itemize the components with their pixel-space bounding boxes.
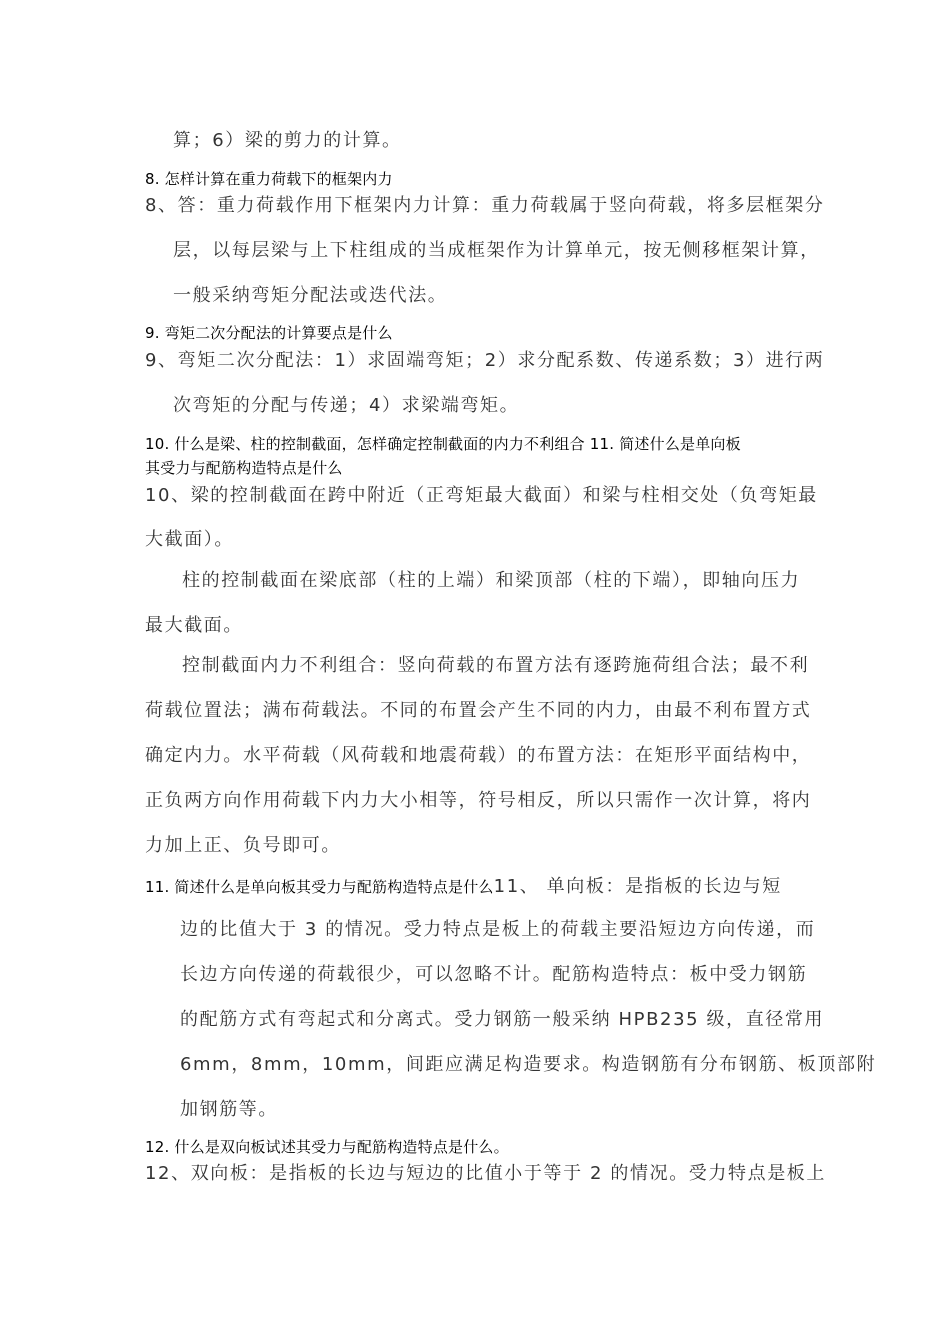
answer-line: 算；6）梁的剪力的计算。 — [173, 130, 402, 151]
answer-line: 12、双向板：是指板的长边与短边的比值小于等于 2 的情况。受力特点是板上 — [145, 1163, 826, 1184]
answer-line: 8、答：重力荷载作用下框架内力计算：重力荷载属于竖向荷载，将多层框架分 — [145, 195, 825, 216]
answer-line: 柱的控制截面在梁底部（柱的上端）和梁顶部（柱的下端），即轴向压力 — [182, 570, 801, 591]
answer-line: 长边方向传递的荷载很少，可以忽略不计。配筋构造特点：板中受力钢筋 — [180, 964, 808, 985]
answer-line: 确定内力。水平荷载（风荷载和地震荷载）的布置方法：在矩形平面结构中， — [145, 745, 812, 766]
answer-line: 的配筋方式有弯起式和分离式。受力钢筋一般采纳 HPB235 级，直径常用 — [180, 1009, 825, 1030]
answer-line: 10、梁的控制截面在跨中附近（正弯矩最大截面）和梁与柱相交处（负弯矩最 — [145, 485, 818, 506]
question-heading: 12. 什么是双向板试述其受力与配筋构造特点是什么。 — [145, 1138, 509, 1156]
answer-line: 9、弯矩二次分配法：1）求固端弯矩；2）求分配系数、传递系数；3）进行两 — [145, 350, 825, 371]
answer-line: 力加上正、负号即可。 — [145, 835, 341, 856]
question-heading: 8. 怎样计算在重力荷载下的框架内力 — [145, 170, 393, 188]
question-heading: 其受力与配筋构造特点是什么 — [145, 459, 343, 477]
answer-line: 荷载位置法；满布荷载法。不同的布置会产生不同的内力，由最不利布置方式 — [145, 700, 812, 721]
answer-line: 大截面）。 — [145, 529, 234, 550]
answer-line: 最大截面。 — [145, 615, 243, 636]
answer-line: 一般采纳弯矩分配法或迭代法。 — [173, 285, 448, 306]
answer-line: 边的比值大于 3 的情况。受力特点是板上的荷载主要沿短边方向传递，而 — [180, 919, 816, 940]
answer-line: 层，以每层梁与上下柱组成的当成框架作为计算单元，按无侧移框架计算， — [173, 240, 820, 261]
answer-line: 6mm，8mm，10mm，间距应满足构造要求。构造钢筋有分布钢筋、板顶部附 — [180, 1054, 877, 1075]
answer-line: 加钢筋等。 — [180, 1099, 278, 1120]
question-heading: 10. 什么是梁、柱的控制截面，怎样确定控制截面的内力不利组合 11. 简述什么是单向板 — [145, 435, 741, 453]
answer-line: 正负两方向作用荷载下内力大小相等，符号相反，所以只需作一次计算，将内 — [145, 790, 812, 811]
question-answer-line — [145, 872, 782, 898]
question-heading: 11. 简述什么是单向板其受力与配筋构造特点是什么 — [145, 878, 494, 896]
answer-text: 11、 单向板：是指板的长边与短 — [493, 876, 782, 897]
answer-line: 次弯矩的分配与传递；4）求梁端弯矩。 — [173, 395, 520, 416]
question-heading: 9. 弯矩二次分配法的计算要点是什么 — [145, 324, 393, 342]
answer-line: 控制截面内力不利组合：竖向荷载的布置方法有逐跨施荷组合法；最不利 — [182, 655, 810, 676]
